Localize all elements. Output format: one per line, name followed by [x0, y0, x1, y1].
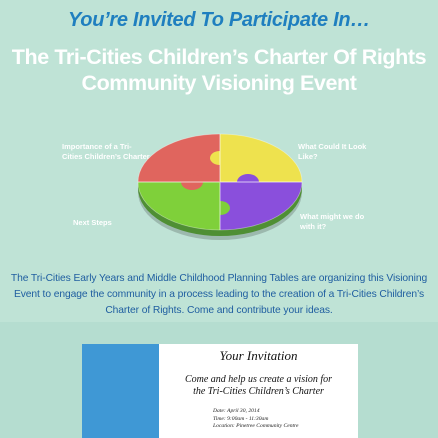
puzzle-graphic	[130, 128, 310, 243]
invitation-title: Your Invitation	[219, 348, 298, 363]
card-stripe	[82, 344, 159, 438]
invitation-date: Date: April 30, 2014	[213, 408, 260, 414]
invite-heading: You’re Invited To Participate In…	[67, 9, 370, 31]
event-description: The Tri-Cities Early Years and Middle Childhood Planning Tables are organizing this Visioning Event to engage the community in a process leading to the creation of a Tri-Cities Children’s Charter of Rights. Come and contribute your ideas.	[10, 273, 428, 316]
puzzle-piece-green	[138, 182, 220, 230]
puzzle-piece-yellow	[220, 134, 302, 182]
invitation-time: Time: 9:00am - 11:30am	[213, 415, 269, 422]
label-what-might: What might we do with it?	[300, 212, 365, 231]
event-title-line2: Community Visioning Event	[81, 71, 357, 95]
invitation-location: Location: Pinetree Community Centre	[213, 423, 299, 429]
invitation-body	[159, 374, 358, 398]
label-what-could: What Could It Look Like?	[298, 142, 367, 161]
invitation-body-line1: Come and help us create a vision for	[184, 374, 333, 385]
invitation-details	[213, 408, 353, 431]
invitation-card	[82, 344, 358, 438]
puzzle-piece-purple	[220, 182, 302, 230]
label-importance: Importance of a Tri-Cities Children’s Charter	[62, 142, 150, 161]
invitation-body-line2: the Tri-Cities Children’s Charter	[193, 386, 324, 397]
event-title	[10, 44, 428, 96]
event-title-line1: The Tri-Cities Children’s Charter Of Rights	[11, 45, 427, 69]
label-next-steps: Next Steps	[73, 218, 112, 227]
